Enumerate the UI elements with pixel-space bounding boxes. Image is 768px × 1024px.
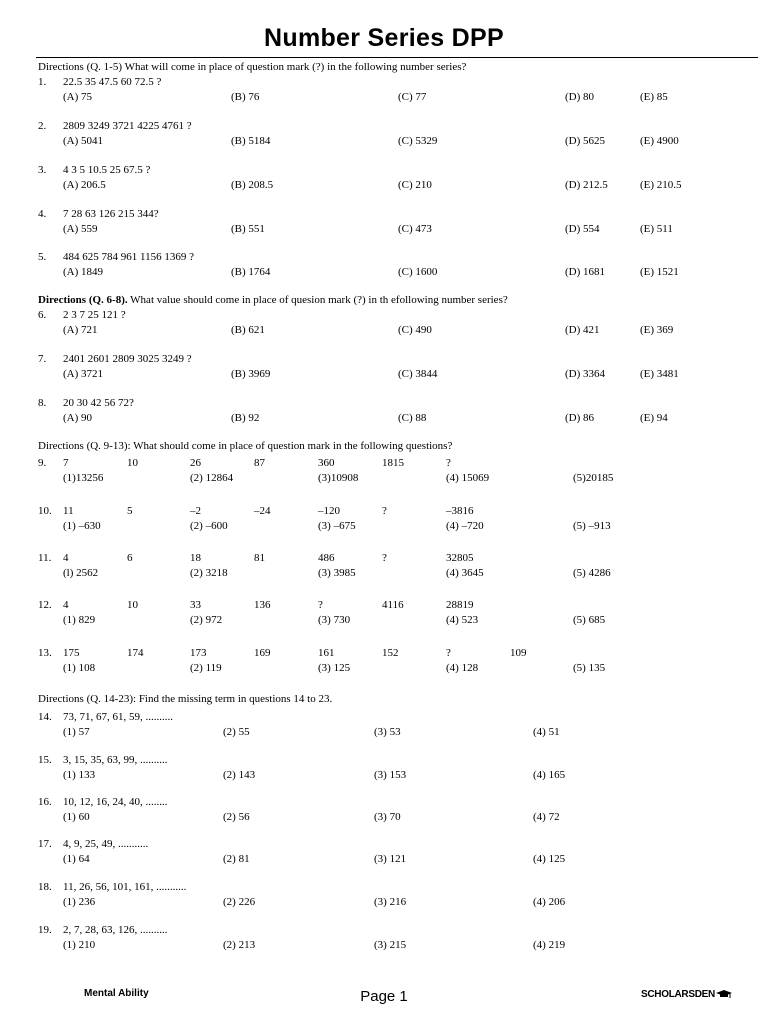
question-series: 7 28 63 126 215 344?: [63, 208, 159, 220]
answer-option: (C) 473: [398, 223, 432, 235]
answer-option: (2) 213: [223, 939, 256, 951]
answer-option: (3)10908: [318, 472, 359, 484]
answer-option: (E) 3481: [640, 368, 679, 380]
answer-option: (5) –913: [573, 520, 611, 532]
answer-option: (D) 80: [565, 91, 595, 103]
series-term: 10: [127, 599, 138, 611]
answer-option: (3) 730: [318, 614, 351, 626]
section-directions: [38, 61, 466, 74]
series-term: –2: [190, 505, 201, 517]
answer-option: (3) 215: [374, 939, 407, 951]
answer-option: (3) 3985: [318, 567, 356, 579]
answer-option: (5) 685: [573, 614, 606, 626]
answer-option: (4) 165: [533, 769, 566, 781]
answer-option: (2) 3218: [190, 567, 228, 579]
series-term: 109: [510, 647, 527, 659]
series-term: 4116: [382, 599, 404, 611]
answer-option: (4) 3645: [446, 567, 484, 579]
answer-option: (4) 206: [533, 896, 566, 908]
question-number: 10.: [38, 505, 52, 517]
answer-option: (E) 4900: [640, 135, 679, 147]
series-term: 174: [127, 647, 144, 659]
question-series: 2 3 7 25 121 ?: [63, 309, 126, 321]
answer-option: (D) 86: [565, 412, 595, 424]
footer-page-number: Page 1: [360, 988, 408, 1005]
answer-option: (B) 208.5: [231, 179, 274, 191]
series-term: 32805: [446, 552, 474, 564]
question-number: 8.: [38, 397, 47, 409]
answer-option: (1) 57: [63, 726, 90, 738]
series-term: 161: [318, 647, 335, 659]
question-series: 22.5 35 47.5 60 72.5 ?: [63, 76, 162, 88]
answer-option: (1) –630: [63, 520, 101, 532]
answer-option: (C) 490: [398, 324, 432, 336]
answer-option: (C) 5329: [398, 135, 438, 147]
answer-option: (4) 128: [446, 662, 479, 674]
question-number: 12.: [38, 599, 52, 611]
question-number: 2.: [38, 120, 47, 132]
series-term: 33: [190, 599, 201, 611]
answer-option: (3) 70: [374, 811, 401, 823]
series-term: 81: [254, 552, 265, 564]
series-term: 173: [190, 647, 207, 659]
answer-option: (2) 143: [223, 769, 256, 781]
series-term: 152: [382, 647, 399, 659]
answer-option: (D) 212.5: [565, 179, 608, 191]
question-number: 5.: [38, 251, 47, 263]
answer-option: (D) 554: [565, 223, 600, 235]
question-series: 20 30 42 56 72?: [63, 397, 134, 409]
question-series: 3, 15, 35, 63, 99, ..........: [63, 754, 168, 766]
answer-option: (B) 1764: [231, 266, 271, 278]
series-term: –120: [318, 505, 340, 517]
answer-option: (A) 1849: [63, 266, 104, 278]
series-term: 87: [254, 457, 265, 469]
question-number: 17.: [38, 838, 52, 850]
answer-option: (B) 5184: [231, 135, 271, 147]
answer-option: (A) 90: [63, 412, 93, 424]
answer-option: (2) 55: [223, 726, 250, 738]
answer-option: (1) 133: [63, 769, 96, 781]
series-term: 136: [254, 599, 271, 611]
answer-option: (5)20185: [573, 472, 614, 484]
series-term: 169: [254, 647, 271, 659]
series-term: ?: [382, 552, 387, 564]
answer-option: (B) 92: [231, 412, 260, 424]
answer-option: (l) 2562: [63, 567, 99, 579]
question-series: 2, 7, 28, 63, 126, ..........: [63, 924, 168, 936]
question-number: 18.: [38, 881, 52, 893]
series-term: 26: [190, 457, 201, 469]
answer-option: (2) –600: [190, 520, 228, 532]
answer-option: (2) 226: [223, 896, 256, 908]
series-term: ?: [446, 647, 451, 659]
series-term: 18: [190, 552, 201, 564]
answer-option: (B) 551: [231, 223, 265, 235]
question-series: 73, 71, 67, 61, 59, ..........: [63, 711, 173, 723]
question-number: 15.: [38, 754, 52, 766]
series-term: 486: [318, 552, 335, 564]
answer-option: (4) –720: [446, 520, 484, 532]
title-divider: [36, 57, 758, 58]
answer-option: (E) 94: [640, 412, 668, 424]
answer-option: (4) 51: [533, 726, 560, 738]
answer-option: (A) 3721: [63, 368, 104, 380]
graduation-cap-icon: [716, 990, 732, 999]
series-term: 360: [318, 457, 335, 469]
answer-option: (1) 210: [63, 939, 96, 951]
series-term: ?: [318, 599, 323, 611]
section-directions: [38, 440, 452, 453]
directions-label: Directions (Q. 14-23):: [38, 693, 137, 705]
question-series: 10, 12, 16, 24, 40, ........: [63, 796, 168, 808]
answer-option: (3) 53: [374, 726, 401, 738]
question-number: 1.: [38, 76, 47, 88]
question-number: 3.: [38, 164, 47, 176]
series-term: 4: [63, 599, 69, 611]
answer-option: (3) –675: [318, 520, 356, 532]
answer-option: (D) 421: [565, 324, 600, 336]
answer-option: (2) 119: [190, 662, 222, 674]
answer-option: (1)13256: [63, 472, 104, 484]
answer-option: (A) 5041: [63, 135, 104, 147]
series-term: 10: [127, 457, 138, 469]
answer-option: (A) 721: [63, 324, 98, 336]
answer-option: (C) 77: [398, 91, 427, 103]
answer-option: (4) 72: [533, 811, 560, 823]
answer-option: (B) 76: [231, 91, 260, 103]
series-term: –3816: [446, 505, 474, 517]
answer-option: (3) 121: [374, 853, 407, 865]
series-term: 5: [127, 505, 133, 517]
answer-option: (1) 236: [63, 896, 96, 908]
answer-option: (D) 1681: [565, 266, 606, 278]
answer-option: (A) 206.5: [63, 179, 106, 191]
answer-option: (3) 125: [318, 662, 351, 674]
answer-option: (B) 621: [231, 324, 265, 336]
answer-option: (1) 64: [63, 853, 90, 865]
directions-label: Directions (Q. 1-5): [38, 61, 123, 73]
directions-label: Directions (Q. 6-8).: [38, 294, 128, 306]
answer-option: (C) 1600: [398, 266, 438, 278]
question-number: 16.: [38, 796, 52, 808]
question-series: 2809 3249 3721 4225 4761 ?: [63, 120, 192, 132]
answer-option: (4) 523: [446, 614, 479, 626]
answer-option: (4) 15069: [446, 472, 490, 484]
question-series: 11, 26, 56, 101, 161, ...........: [63, 881, 187, 893]
series-term: 1815: [382, 457, 404, 469]
answer-option: (D) 5625: [565, 135, 606, 147]
answer-option: (D) 3364: [565, 368, 606, 380]
series-term: ?: [382, 505, 387, 517]
question-series: 4, 9, 25, 49, ...........: [63, 838, 149, 850]
question-number: 9.: [38, 457, 47, 469]
directions-text: What should come in place of question mark in the following questions?: [130, 440, 453, 452]
series-term: 28819: [446, 599, 474, 611]
answer-option: (E) 210.5: [640, 179, 682, 191]
answer-option: (B) 3969: [231, 368, 271, 380]
question-number: 4.: [38, 208, 47, 220]
answer-option: (A) 559: [63, 223, 98, 235]
page-title: Number Series DPP: [264, 24, 504, 52]
question-number: 6.: [38, 309, 47, 321]
question-series: 4 3 5 10.5 25 67.5 ?: [63, 164, 151, 176]
directions-text: What value should come in place of quesion mark (?) in th efollowing number series?: [127, 294, 508, 306]
directions-label: Directions (Q. 9-13):: [38, 440, 131, 452]
series-term: –24: [254, 505, 271, 517]
answer-option: (2) 81: [223, 853, 250, 865]
answer-option: (3) 216: [374, 896, 407, 908]
answer-option: (E) 369: [640, 324, 674, 336]
directions-text: Find the missing term in questions 14 to 23.: [136, 693, 333, 705]
question-number: 7.: [38, 353, 47, 365]
question-number: 19.: [38, 924, 52, 936]
answer-option: (4) 125: [533, 853, 566, 865]
answer-option: (1) 829: [63, 614, 96, 626]
answer-option: (5) 135: [573, 662, 606, 674]
question-series: 484 625 784 961 1156 1369 ?: [63, 251, 194, 263]
answer-option: (2) 972: [190, 614, 223, 626]
section-directions: [38, 294, 508, 307]
answer-option: (C) 210: [398, 179, 432, 191]
series-term: ?: [446, 457, 451, 469]
answer-option: (4) 219: [533, 939, 566, 951]
footer-brand: [641, 989, 732, 1000]
question-number: 13.: [38, 647, 52, 659]
directions-text: What will come in place of question mark (?) in the following number series?: [122, 61, 467, 73]
answer-option: (E) 511: [640, 223, 673, 235]
answer-option: (1) 108: [63, 662, 96, 674]
series-term: 7: [63, 457, 69, 469]
answer-option: (3) 153: [374, 769, 407, 781]
series-term: 4: [63, 552, 69, 564]
answer-option: (E) 85: [640, 91, 668, 103]
answer-option: (2) 56: [223, 811, 250, 823]
brand-logo-text: SCHOLARSDEN: [641, 989, 715, 1000]
question-number: 14.: [38, 711, 52, 723]
answer-option: (5) 4286: [573, 567, 611, 579]
answer-option: (2) 12864: [190, 472, 234, 484]
answer-option: (E) 1521: [640, 266, 679, 278]
series-term: 175: [63, 647, 80, 659]
answer-option: (C) 3844: [398, 368, 438, 380]
question-number: 11.: [38, 552, 52, 564]
answer-option: (C) 88: [398, 412, 427, 424]
series-term: 6: [127, 552, 133, 564]
footer-subject: Mental Ability: [84, 988, 149, 999]
question-series: 2401 2601 2809 3025 3249 ?: [63, 353, 192, 365]
answer-option: (A) 75: [63, 91, 93, 103]
series-term: 11: [63, 505, 74, 517]
section-directions: [38, 693, 332, 706]
answer-option: (1) 60: [63, 811, 90, 823]
